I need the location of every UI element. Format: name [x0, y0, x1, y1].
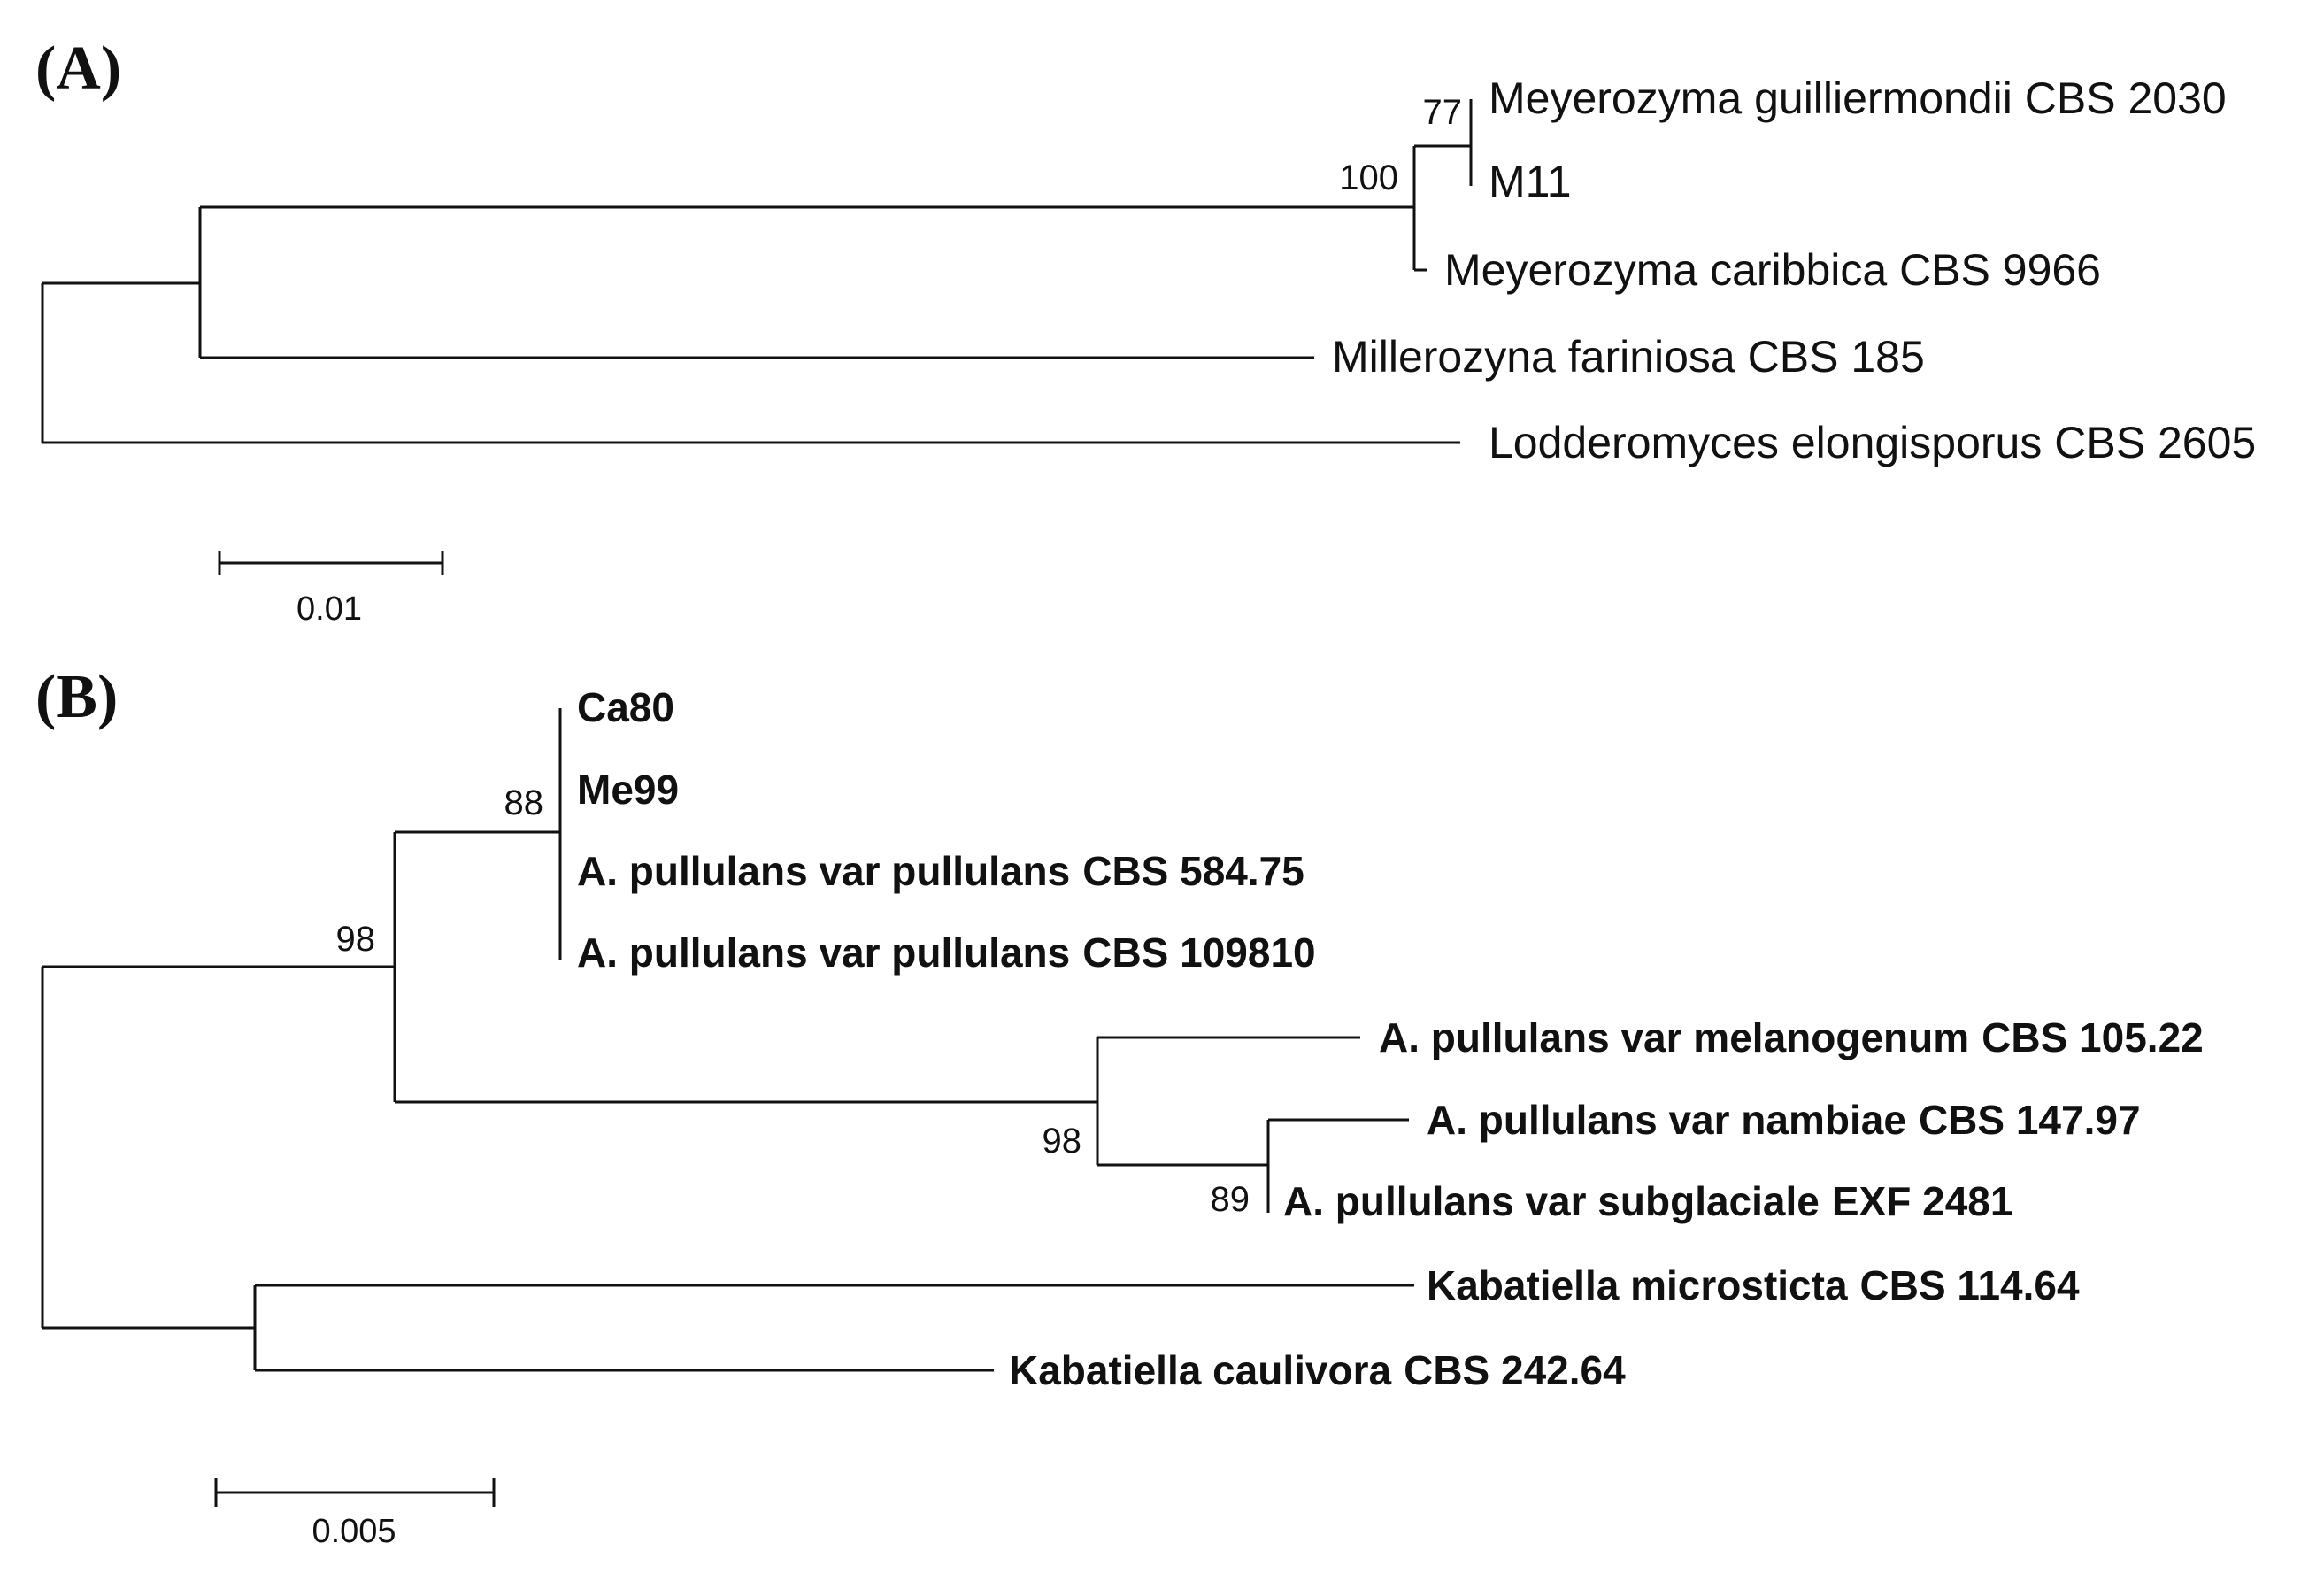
taxon-name: A. pullulans var pullulans: [577, 929, 1071, 976]
bootstrap-value: 100: [1339, 158, 1398, 197]
taxon-label: Meyerozyma caribbica CBS 9966: [1444, 245, 2101, 295]
taxon-label: Meyerozyma guilliermondii CBS 2030: [1489, 73, 2227, 123]
taxon-name: A. pullulans var pullulans: [577, 848, 1071, 894]
taxon-label: [1283, 1178, 2012, 1224]
strain-code: CBS 109810: [1082, 929, 1316, 976]
strain-code: CBS 114.64: [1859, 1262, 2080, 1308]
panel-a-scale-bar: [219, 551, 442, 628]
taxon-label: [1427, 1097, 2141, 1143]
bootstrap-value: 88: [504, 783, 543, 822]
taxon-name: A. pullulans var nambiae: [1427, 1097, 1906, 1143]
taxon-name: Kabatiella microsticta: [1427, 1262, 1848, 1308]
taxon-label: M11: [1489, 157, 1572, 206]
taxon-label: [577, 848, 1304, 894]
panel-b-label: (B): [35, 663, 119, 731]
scale-bar-label: 0.01: [296, 590, 362, 628]
taxon-label: [1427, 1262, 2080, 1308]
panel-a-tree-branches: [42, 99, 1471, 443]
taxon-label: Ca80: [577, 684, 674, 730]
strain-code: CBS 242.64: [1404, 1347, 1626, 1393]
bootstrap-value: 89: [1210, 1180, 1250, 1219]
panel-b: [35, 663, 2204, 1550]
bootstrap-value: 98: [335, 920, 375, 959]
taxon-name: Kabatiella caulivora: [1009, 1347, 1392, 1393]
taxon-label: [577, 929, 1316, 976]
taxon-label: [1379, 1014, 2204, 1060]
strain-code: EXF 2481: [1831, 1178, 2013, 1224]
panel-b-scale-bar: [216, 1478, 494, 1550]
strain-code: CBS 147.97: [1918, 1097, 2141, 1143]
bootstrap-value: 98: [1042, 1122, 1081, 1161]
taxon-label: Lodderomyces elongisporus CBS 2605: [1489, 418, 2257, 467]
panel-a-label: (A): [35, 35, 122, 103]
strain-code: CBS 584.75: [1082, 848, 1304, 894]
scale-bar-label: 0.005: [312, 1513, 396, 1550]
taxon-name: A. pullulans var subglaciale: [1283, 1178, 1820, 1224]
taxon-label: Me99: [577, 767, 680, 813]
panel-a: [35, 35, 2256, 628]
taxon-label: [1009, 1347, 1626, 1393]
bootstrap-value: 77: [1422, 93, 1462, 132]
taxon-name: A. pullulans var melanogenum: [1379, 1014, 1970, 1060]
taxon-label: Millerozyna fariniosa CBS 185: [1332, 332, 1925, 382]
panel-b-tree-branches: [42, 708, 1414, 1370]
strain-code: CBS 105.22: [1982, 1014, 2204, 1060]
